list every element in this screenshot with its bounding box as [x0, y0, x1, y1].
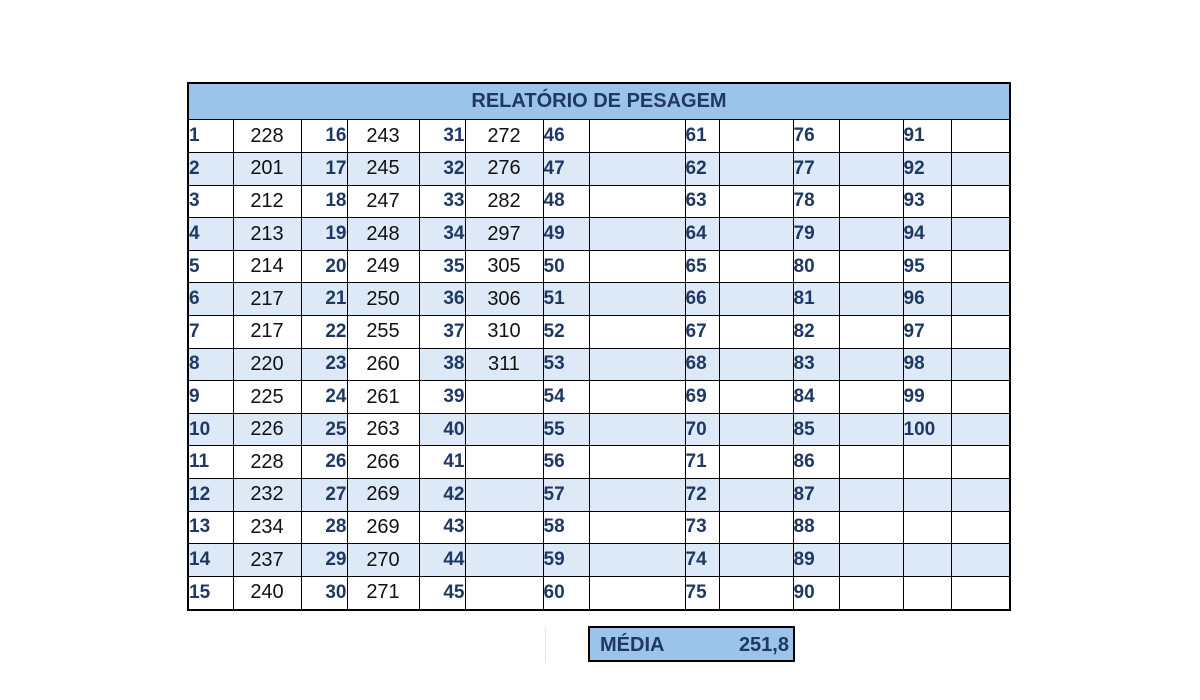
item-number-cell: 11 [189, 446, 233, 479]
item-number-cell: 79 [793, 218, 839, 251]
item-number-cell: 42 [419, 479, 465, 512]
item-number-cell: 77 [793, 153, 839, 186]
weighing-table [189, 120, 1009, 609]
item-number-cell: 23 [301, 348, 347, 381]
item-number-cell: 91 [903, 120, 951, 153]
weight-value-cell[interactable] [839, 316, 903, 349]
item-number-cell: 72 [685, 479, 719, 512]
item-number-cell: 1 [189, 120, 233, 153]
item-number-cell: 44 [419, 544, 465, 577]
weight-value-cell[interactable] [589, 316, 685, 349]
item-number-cell: 37 [419, 316, 465, 349]
item-number-cell: 90 [793, 576, 839, 609]
item-number-cell: 51 [543, 283, 589, 316]
table-row [189, 185, 1009, 218]
item-number-cell: 56 [543, 446, 589, 479]
item-number-cell: 38 [419, 348, 465, 381]
item-number-cell: 73 [685, 511, 719, 544]
weight-value-cell[interactable] [719, 218, 793, 251]
average-box [588, 626, 795, 662]
weight-value-cell[interactable] [839, 218, 903, 251]
item-number-cell: 55 [543, 413, 589, 446]
item-number-cell: 36 [419, 283, 465, 316]
weight-value-cell[interactable]: 201 [233, 153, 301, 186]
weight-value-cell[interactable] [839, 479, 903, 512]
weight-value-cell[interactable] [589, 413, 685, 446]
weight-value-cell[interactable]: 260 [347, 348, 419, 381]
item-number-cell: 27 [301, 479, 347, 512]
weight-value-cell[interactable]: 243 [347, 120, 419, 153]
weight-value-cell[interactable] [951, 185, 1009, 218]
weight-value-cell[interactable] [951, 479, 1009, 512]
item-number-cell: 33 [419, 185, 465, 218]
weight-value-cell[interactable]: 228 [233, 120, 301, 153]
weight-value-cell[interactable] [719, 250, 793, 283]
weight-value-cell[interactable] [839, 413, 903, 446]
weight-value-cell[interactable]: 269 [347, 479, 419, 512]
item-number-cell: 71 [685, 446, 719, 479]
item-number-cell: 99 [903, 381, 951, 414]
item-number-cell [903, 544, 951, 577]
weight-value-cell[interactable] [719, 185, 793, 218]
weight-value-cell[interactable]: 250 [347, 283, 419, 316]
item-number-cell: 68 [685, 348, 719, 381]
item-number-cell: 67 [685, 316, 719, 349]
weight-value-cell[interactable]: 220 [233, 348, 301, 381]
item-number-cell: 41 [419, 446, 465, 479]
weight-value-cell[interactable] [719, 511, 793, 544]
table-row [189, 446, 1009, 479]
item-number-cell: 80 [793, 250, 839, 283]
item-number-cell: 45 [419, 576, 465, 609]
weight-value-cell[interactable]: 271 [347, 576, 419, 609]
weight-value-cell[interactable] [719, 446, 793, 479]
item-number-cell: 10 [189, 413, 233, 446]
item-number-cell: 92 [903, 153, 951, 186]
item-number-cell: 84 [793, 381, 839, 414]
item-number-cell: 78 [793, 185, 839, 218]
weight-value-cell[interactable] [951, 348, 1009, 381]
item-number-cell: 57 [543, 479, 589, 512]
weight-value-cell[interactable]: 249 [347, 250, 419, 283]
item-number-cell: 64 [685, 218, 719, 251]
weight-value-cell[interactable]: 245 [347, 153, 419, 186]
item-number-cell: 21 [301, 283, 347, 316]
table-row [189, 120, 1009, 153]
weight-value-cell[interactable] [719, 479, 793, 512]
weight-value-cell[interactable] [839, 446, 903, 479]
weight-value-cell[interactable] [589, 250, 685, 283]
weight-value-cell[interactable] [465, 479, 543, 512]
item-number-cell [903, 511, 951, 544]
item-number-cell: 15 [189, 576, 233, 609]
weight-value-cell[interactable]: 255 [347, 316, 419, 349]
item-number-cell: 28 [301, 511, 347, 544]
weight-value-cell[interactable] [951, 413, 1009, 446]
item-number-cell: 39 [419, 381, 465, 414]
weight-value-cell[interactable]: 212 [233, 185, 301, 218]
item-number-cell: 24 [301, 381, 347, 414]
item-number-cell: 70 [685, 413, 719, 446]
weight-value-cell[interactable]: 234 [233, 511, 301, 544]
weight-value-cell[interactable]: 232 [233, 479, 301, 512]
weight-value-cell[interactable]: 214 [233, 250, 301, 283]
item-number-cell: 19 [301, 218, 347, 251]
item-number-cell: 35 [419, 250, 465, 283]
weight-value-cell[interactable] [951, 446, 1009, 479]
report-title: RELATÓRIO DE PESAGEM [189, 84, 1009, 120]
table-row [189, 283, 1009, 316]
item-number-cell: 22 [301, 316, 347, 349]
item-number-cell [903, 446, 951, 479]
item-number-cell: 50 [543, 250, 589, 283]
item-number-cell: 61 [685, 120, 719, 153]
item-number-cell: 18 [301, 185, 347, 218]
table-row [189, 316, 1009, 349]
item-number-cell: 31 [419, 120, 465, 153]
table-row [189, 381, 1009, 414]
weight-value-cell[interactable]: 217 [233, 283, 301, 316]
item-number-cell: 69 [685, 381, 719, 414]
weight-value-cell[interactable]: 247 [347, 185, 419, 218]
item-number-cell: 62 [685, 153, 719, 186]
item-number-cell: 88 [793, 511, 839, 544]
weight-value-cell[interactable]: 272 [465, 120, 543, 153]
weight-value-cell[interactable] [951, 250, 1009, 283]
weight-value-cell[interactable] [719, 153, 793, 186]
item-number-cell: 66 [685, 283, 719, 316]
item-number-cell: 7 [189, 316, 233, 349]
weight-value-cell[interactable] [719, 283, 793, 316]
weight-value-cell[interactable] [951, 120, 1009, 153]
weight-value-cell[interactable] [589, 283, 685, 316]
item-number-cell: 53 [543, 348, 589, 381]
item-number-cell: 95 [903, 250, 951, 283]
weight-value-cell[interactable]: 282 [465, 185, 543, 218]
item-number-cell: 63 [685, 185, 719, 218]
weight-value-cell[interactable] [589, 120, 685, 153]
weight-value-cell[interactable]: 261 [347, 381, 419, 414]
weight-value-cell[interactable] [465, 511, 543, 544]
weight-value-cell[interactable]: 228 [233, 446, 301, 479]
table-row [189, 576, 1009, 609]
weight-value-cell[interactable] [951, 153, 1009, 186]
item-number-cell: 81 [793, 283, 839, 316]
table-row [189, 479, 1009, 512]
weight-value-cell[interactable] [589, 153, 685, 186]
item-number-cell: 93 [903, 185, 951, 218]
item-number-cell: 60 [543, 576, 589, 609]
weight-value-cell[interactable] [589, 185, 685, 218]
weight-value-cell[interactable] [951, 381, 1009, 414]
item-number-cell: 86 [793, 446, 839, 479]
item-number-cell: 59 [543, 544, 589, 577]
item-number-cell: 74 [685, 544, 719, 577]
item-number-cell: 3 [189, 185, 233, 218]
item-number-cell: 94 [903, 218, 951, 251]
weight-value-cell[interactable] [951, 283, 1009, 316]
weight-value-cell[interactable] [719, 413, 793, 446]
weight-value-cell[interactable] [839, 381, 903, 414]
weight-value-cell[interactable] [589, 479, 685, 512]
table-row [189, 153, 1009, 186]
weight-value-cell[interactable] [589, 511, 685, 544]
item-number-cell: 2 [189, 153, 233, 186]
weight-value-cell[interactable] [465, 544, 543, 577]
item-number-cell: 43 [419, 511, 465, 544]
average-value: 251,8 [738, 634, 789, 656]
weight-value-cell[interactable] [839, 250, 903, 283]
weight-value-cell[interactable] [839, 120, 903, 153]
item-number-cell: 30 [301, 576, 347, 609]
weight-value-cell[interactable]: 237 [233, 544, 301, 577]
item-number-cell: 82 [793, 316, 839, 349]
weight-value-cell[interactable] [589, 348, 685, 381]
item-number-cell: 40 [419, 413, 465, 446]
weight-value-cell[interactable] [719, 544, 793, 577]
weight-value-cell[interactable]: 263 [347, 413, 419, 446]
item-number-cell: 9 [189, 381, 233, 414]
weight-value-cell[interactable]: 270 [347, 544, 419, 577]
item-number-cell: 52 [543, 316, 589, 349]
weight-value-cell[interactable] [839, 153, 903, 186]
item-number-cell: 34 [419, 218, 465, 251]
item-number-cell: 96 [903, 283, 951, 316]
table-row [189, 544, 1009, 577]
weight-value-cell[interactable]: 213 [233, 218, 301, 251]
weight-value-cell[interactable] [465, 446, 543, 479]
item-number-cell: 87 [793, 479, 839, 512]
weight-value-cell[interactable] [951, 576, 1009, 609]
weight-value-cell[interactable] [839, 185, 903, 218]
weight-value-cell[interactable] [589, 446, 685, 479]
item-number-cell: 65 [685, 250, 719, 283]
weight-value-cell[interactable] [719, 348, 793, 381]
weight-value-cell[interactable] [951, 218, 1009, 251]
weight-value-cell[interactable] [465, 576, 543, 609]
weight-value-cell[interactable] [839, 576, 903, 609]
weight-value-cell[interactable] [589, 544, 685, 577]
weight-value-cell[interactable]: 297 [465, 218, 543, 251]
weight-value-cell[interactable]: 217 [233, 316, 301, 349]
average-label: MÉDIA [600, 634, 665, 656]
weight-value-cell[interactable]: 306 [465, 283, 543, 316]
weight-value-cell[interactable]: 226 [233, 413, 301, 446]
weight-value-cell[interactable]: 269 [347, 511, 419, 544]
table-row [189, 511, 1009, 544]
item-number-cell: 46 [543, 120, 589, 153]
weighing-report-sheet [187, 82, 1011, 611]
weight-value-cell[interactable]: 276 [465, 153, 543, 186]
weight-value-cell[interactable] [951, 511, 1009, 544]
item-number-cell: 97 [903, 316, 951, 349]
weight-value-cell[interactable]: 240 [233, 576, 301, 609]
item-number-cell: 12 [189, 479, 233, 512]
weight-value-cell[interactable]: 225 [233, 381, 301, 414]
item-number-cell: 49 [543, 218, 589, 251]
item-number-cell: 13 [189, 511, 233, 544]
item-number-cell: 6 [189, 283, 233, 316]
item-number-cell: 16 [301, 120, 347, 153]
item-number-cell: 26 [301, 446, 347, 479]
weight-value-cell[interactable] [719, 316, 793, 349]
item-number-cell: 58 [543, 511, 589, 544]
weight-value-cell[interactable] [951, 544, 1009, 577]
weight-value-cell[interactable] [589, 381, 685, 414]
weight-value-cell[interactable] [719, 120, 793, 153]
item-number-cell: 5 [189, 250, 233, 283]
item-number-cell: 25 [301, 413, 347, 446]
weight-value-cell[interactable]: 305 [465, 250, 543, 283]
weight-value-cell[interactable]: 248 [347, 218, 419, 251]
item-number-cell: 83 [793, 348, 839, 381]
weight-value-cell[interactable] [719, 576, 793, 609]
weight-value-cell[interactable] [839, 511, 903, 544]
weight-value-cell[interactable]: 311 [465, 348, 543, 381]
item-number-cell: 14 [189, 544, 233, 577]
item-number-cell: 100 [903, 413, 951, 446]
weight-value-cell[interactable] [839, 544, 903, 577]
weight-value-cell[interactable] [951, 316, 1009, 349]
table-row [189, 250, 1009, 283]
weight-value-cell[interactable] [589, 576, 685, 609]
item-number-cell: 20 [301, 250, 347, 283]
weight-value-cell[interactable] [719, 381, 793, 414]
weight-value-cell[interactable]: 310 [465, 316, 543, 349]
weight-value-cell[interactable] [589, 218, 685, 251]
item-number-cell: 75 [685, 576, 719, 609]
table-row [189, 218, 1009, 251]
weight-value-cell[interactable] [465, 413, 543, 446]
gridline-fragment [545, 628, 546, 662]
weight-value-cell[interactable] [839, 348, 903, 381]
item-number-cell: 32 [419, 153, 465, 186]
item-number-cell: 48 [543, 185, 589, 218]
item-number-cell: 47 [543, 153, 589, 186]
item-number-cell: 54 [543, 381, 589, 414]
item-number-cell: 76 [793, 120, 839, 153]
item-number-cell: 89 [793, 544, 839, 577]
weight-value-cell[interactable]: 266 [347, 446, 419, 479]
table-row [189, 348, 1009, 381]
item-number-cell [903, 576, 951, 609]
item-number-cell: 17 [301, 153, 347, 186]
item-number-cell: 29 [301, 544, 347, 577]
table-row [189, 413, 1009, 446]
item-number-cell: 98 [903, 348, 951, 381]
item-number-cell: 4 [189, 218, 233, 251]
item-number-cell: 85 [793, 413, 839, 446]
weight-value-cell[interactable] [465, 381, 543, 414]
weight-value-cell[interactable] [839, 283, 903, 316]
item-number-cell [903, 479, 951, 512]
item-number-cell: 8 [189, 348, 233, 381]
